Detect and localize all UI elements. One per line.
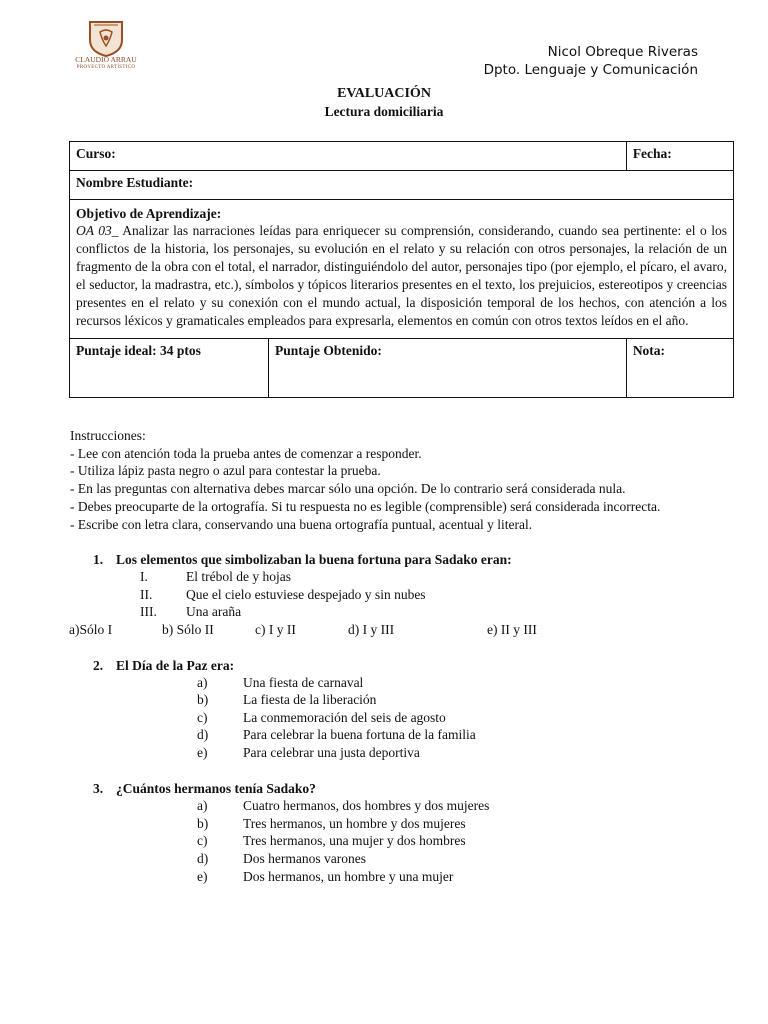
ideal-score-label: Puntaje ideal: 34 ptos: [76, 343, 201, 358]
answer-choice[interactable]: e) II y III: [487, 622, 537, 637]
instructions-heading: Instrucciones:: [70, 428, 146, 443]
obtained-score-cell[interactable]: [269, 339, 627, 398]
instructions: [70, 427, 660, 533]
question-number: 2.: [93, 658, 104, 673]
answer-choice[interactable]: c) I y II: [255, 622, 296, 637]
statement-text: El trébol de y hojas: [186, 569, 291, 584]
statement-numeral: III.: [140, 604, 157, 619]
grade-label: Nota:: [632, 343, 666, 358]
grade-cell[interactable]: [626, 339, 733, 398]
statement-numeral: II.: [140, 587, 153, 602]
objective-label: Objetivo de Aprendizaje:: [76, 206, 222, 221]
objective-text: Analizar las narraciones leídas para enriquecer su comprensión, considerando, cuando sea pertinente: el o los conflictos de la historia, los personajes, su evolución en el relato y su relación con otros personajes, la relación de un fragmento de la obra con el total, el narrador, distinguiéndolo del autor, personajes tipo (por ejemplo, el pícaro, el avaro, el seductor, la madrastra, etc.), símbolos y tópicos literarios presentes en el texto, los prejuicios, estereotipos y creencias presentes en el relato y su conexión con el mundo actual, la disposición temporal de los hechos, con atención a los recursos léxicos y gramaticales empleados para expresarla, elementos en común con otros textos leídos en el año.: [76, 223, 727, 328]
answer-choice[interactable]: d) I y III: [348, 622, 395, 637]
option-letter[interactable]: c): [197, 833, 208, 848]
option-letter[interactable]: d): [197, 851, 209, 866]
objective-body: [76, 222, 727, 330]
logo-caption: [66, 56, 146, 72]
option-letter[interactable]: c): [197, 710, 208, 725]
option-text: Cuatro hermanos, dos hombres y dos mujeres: [243, 798, 490, 813]
date-cell[interactable]: [626, 142, 733, 171]
instruction-item: - Lee con atención toda la prueba antes de comenzar a responder.: [70, 445, 422, 461]
question-text: El Día de la Paz era:: [116, 658, 235, 673]
statement-text: Que el cielo estuviese despejado y sin nubes: [186, 587, 426, 602]
ideal-score-cell: [70, 339, 269, 398]
option-text: La fiesta de la liberación: [243, 692, 377, 707]
obtained-score-label: Puntaje Obtenido:: [275, 343, 382, 358]
statement-numeral: I.: [140, 569, 148, 584]
logo-subtitle: PROYECTO ARTÍSTICO: [76, 65, 136, 70]
option-text: La conmemoración del seis de agosto: [243, 710, 446, 725]
option-text: Dos hermanos, un hombre y una mujer: [243, 869, 454, 884]
teacher-name: Nicol Obreque Riveras: [547, 44, 698, 60]
page-header: [484, 43, 698, 79]
option-text: Dos hermanos varones: [243, 851, 366, 866]
student-name-label: Nombre Estudiante:: [76, 175, 194, 190]
objective-code: OA 03_: [76, 223, 119, 238]
option-letter[interactable]: a): [197, 675, 208, 690]
option-letter[interactable]: b): [197, 816, 209, 831]
question-text: Los elementos que simbolizaban la buena fortuna para Sadako eran:: [116, 552, 512, 567]
objective-cell: [70, 200, 734, 339]
instruction-item: - Debes preocuparte de la ortografía. Si tu respuesta no es legible (comprensible) será considerada incorrecta.: [70, 498, 661, 514]
option-letter[interactable]: a): [197, 798, 208, 813]
option-text: Una fiesta de carnaval: [243, 675, 364, 690]
option-text: Para celebrar una justa deportiva: [243, 745, 420, 760]
page-title: EVALUACIÓN: [337, 86, 431, 101]
option-text: Tres hermanos, una mujer y dos hombres: [243, 833, 466, 848]
date-label: Fecha:: [632, 146, 672, 161]
department-name: Dpto. Lenguaje y Comunicación: [483, 62, 698, 78]
instruction-item: - En las preguntas con alternativa debes marcar sólo una opción. De lo contrario será considerada nula.: [70, 481, 626, 497]
option-letter[interactable]: e): [197, 869, 208, 884]
student-name-cell[interactable]: [70, 171, 734, 200]
course-label: Curso:: [76, 146, 116, 161]
option-text: Para celebrar la buena fortuna de la familia: [243, 727, 476, 742]
statement-text: Una araña: [186, 604, 242, 619]
answer-choice[interactable]: b) Sólo II: [162, 622, 214, 637]
course-cell[interactable]: [70, 142, 627, 171]
option-text: Tres hermanos, un hombre y dos mujeres: [243, 816, 466, 831]
instruction-item: - Utiliza lápiz pasta negro o azul para contestar la prueba.: [70, 463, 381, 479]
question-number: 1.: [93, 552, 104, 567]
question-number: 3.: [93, 781, 104, 796]
option-letter[interactable]: b): [197, 692, 209, 707]
page-subtitle: Lectura domiciliaria: [324, 104, 444, 119]
option-letter[interactable]: e): [197, 745, 208, 760]
question-text: ¿Cuántos hermanos tenía Sadako?: [116, 781, 316, 796]
option-letter[interactable]: d): [197, 727, 209, 742]
instruction-item: - Escribe con letra clara, conservando una buena ortografía puntual, acentual y literal.: [70, 516, 533, 532]
answer-choice[interactable]: a)Sólo I: [69, 622, 113, 637]
logo-name: CLAUDIO ARRAU: [75, 55, 137, 64]
student-info-table: [69, 141, 734, 398]
